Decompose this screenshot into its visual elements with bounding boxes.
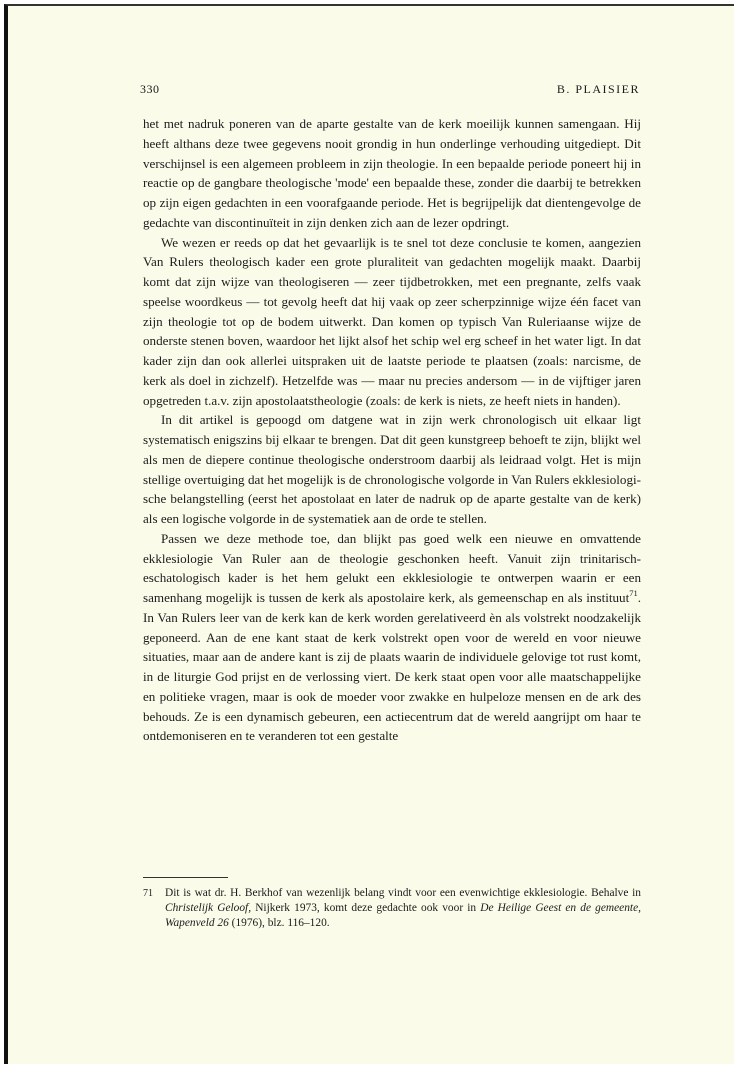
footnote-title-2: De Heilige Geest en de gemeente, Wapenveld 26 bbox=[165, 902, 641, 929]
paragraph-3: In dit artikel is gepoogd om datgene wat in zijn werk chronologisch uit elkaar ligt systematisch enigszins bij elkaar te brengen. Dat dit geen kunstgreep behoeft te zijn, blijkt wel als men de diepere continue theologische onderstroom daarbij als leidraad volgt. Het is mijn stellige overtuiging dat het mogelijk is de chronologische volgorde in Van Rulers ekklesiologische belangstelling (eerst het apostolaat en later de nadruk op de aparte gestalte van de kerk) als een logische volgorde in de systematiek aan de orde te stellen. bbox=[143, 412, 641, 526]
footnote-divider bbox=[143, 877, 228, 878]
paragraph-2: We wezen er reeds op dat het gevaarlijk is te snel tot deze conclusie te komen, aangezien Van Rulers theologisch kader een grote pluraliteit van gedachten mogelijk maakt. Daarbij komt dat zijn wijze van theologiseren — zeer tijdbetrokken, met een pregnante, zelfs vaak speelse woordkeus — tot gevolg heeft dat hij vaak op zeer scherpzinnige wijze één facet van zijn theologie tot op de bodem uitwerkt. Dan komen op typisch Van Ruleriaanse wijze de onderste stenen boven, waardoor het lijkt alsof het schip wel erg scheef in het water ligt. In dat kader zijn dan ook allerlei uitspraken uit de laatste periode te plaatsen (zoals: narcisme, de kerk als doel in zichzelf). Hetzelfde was — maar nu precies andersom — in de vijftiger jaren opgetreden t.a.v. zijn apostolaatstheologie (zoals: de kerk is niets, ze heeft niets in handen). bbox=[143, 234, 641, 408]
paragraph-1: het met nadruk poneren van de aparte gestalte van de kerk moeilijk kunnen samengaan. Hij heeft althans deze twee gegevens nooit grondig in hun onderlinge verhouding uitgediept. Dit verschijnsel is een algemeen probleem in zijn theologie. In een bepaalde periode poneert hij in reactie op de gangbare theologische 'mode' een bepaalde these, zonder die daarbij te betrekken op zijn eigen gedachten in een voorafgaande periode. Het is begrijpelijk dat dientengevolge de gedachte van discontinuïteit in zijn denken zich aan de lezer opdringt. bbox=[143, 116, 641, 230]
page-number: 330 bbox=[140, 82, 160, 96]
paragraph-4 bbox=[143, 529, 641, 746]
footnotes bbox=[143, 877, 641, 931]
body-text bbox=[143, 114, 641, 746]
footnote-text-3: (1976), blz. 116–120. bbox=[228, 917, 330, 929]
footnote-71 bbox=[143, 886, 641, 931]
footnote-number: 71 bbox=[143, 888, 153, 899]
footnote-text-2: Nijkerk 1973, komt deze gedachte ook voor in bbox=[251, 902, 481, 914]
footnote-text-1: Dit is wat dr. H. Berkhof van wezenlijk belang vindt voor een evenwichtige ekklesiologie. Behalve in bbox=[165, 887, 641, 899]
page-header bbox=[140, 82, 640, 98]
paragraph-4-text-after: . In Van Rulers leer van de kerk kan de kerk worden gerelativeerd èn als volstrekt noodzakelijk geponeerd. Aan de ene kant staat de kerk volstrekt open voor de wereld en voor nieuwe situaties, maar aan de andere kant is zij de plaats waarin de individuele gelovige tot rust komt, in de liturgie God prijst en de verlossing viert. De kerk staat open voor alle maatschappelijke en politieke vragen, maar is ook de moeder voor zwakke en hulpeloze mensen en de ark des behouds. Ze is een dynamisch gebeuren, een actiecentrum dat de wereld aangrijpt om haar te ontdemoniseren en te veranderen tot een gestalte bbox=[143, 590, 641, 744]
running-head: B. PLAISIER bbox=[556, 82, 640, 96]
paragraph-4-text-before: Passen we deze methode toe, dan blijkt pas goed welk een nieuwe en omvattende ekklesiologie Van Ruler aan de theologie geschonken heeft. Vanuit zijn trinitarisch-eschatologisch kader is het hem gelukt een ekklesiologie te ontwerpen waarin er een samenhang mogelijk is tussen de kerk als apostolaire kerk, als gemeenschap en als instituut bbox=[143, 530, 641, 605]
footnote-reference: 71 bbox=[629, 587, 638, 598]
footnote-title-1: Christelijk Geloof, bbox=[165, 902, 252, 914]
